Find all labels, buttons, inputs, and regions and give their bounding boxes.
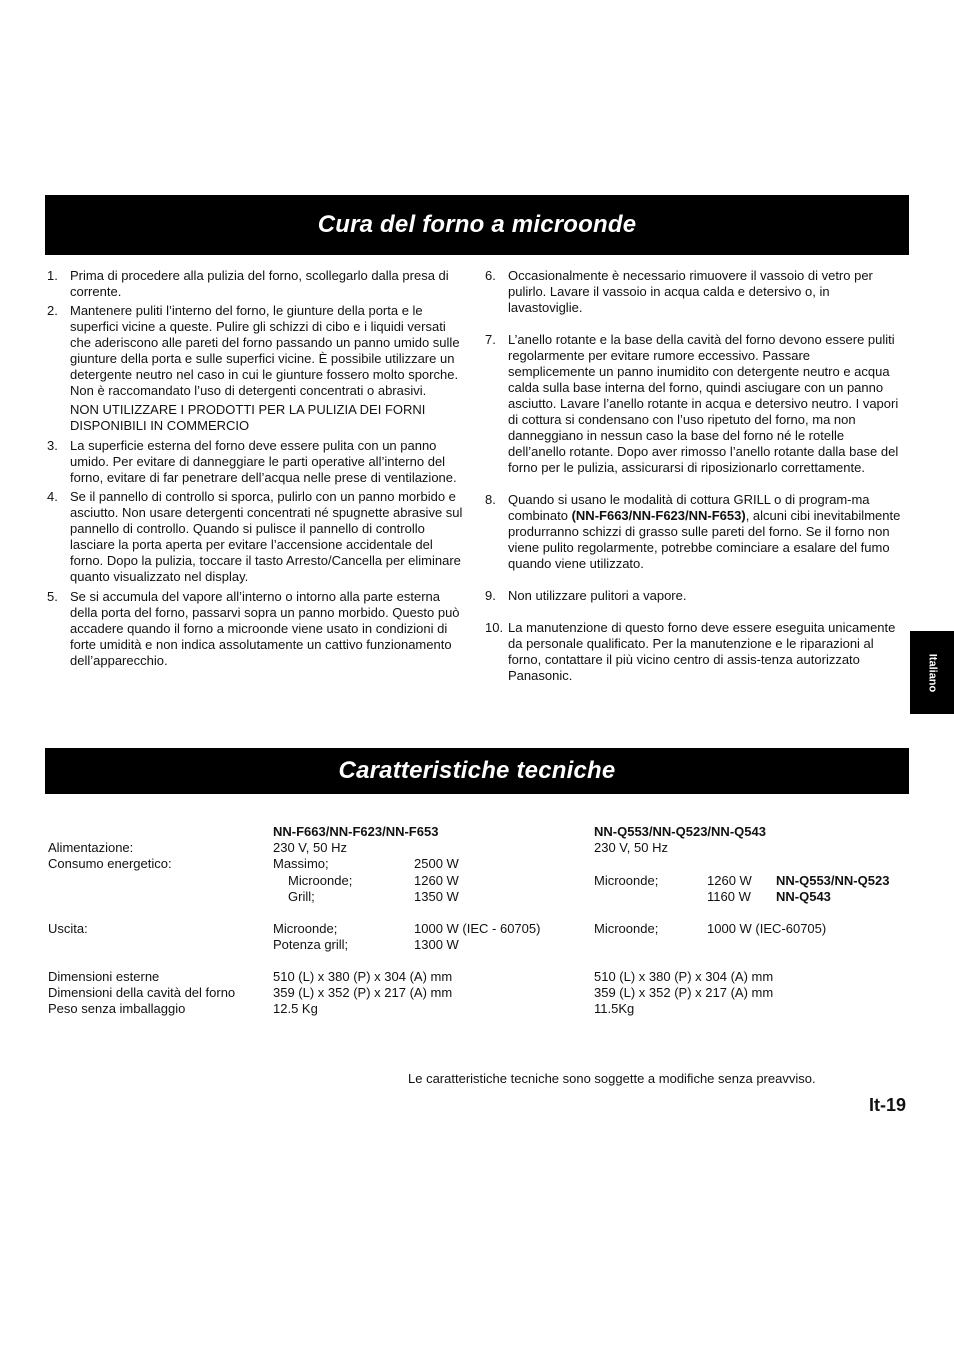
language-tab	[910, 631, 954, 714]
list-item	[485, 492, 901, 572]
model-a-out-micro-value: 1000 W (IEC - 60705)	[414, 921, 541, 936]
model-a-cavity-dim: 359 (L) x 352 (P) x 217 (A) mm	[273, 985, 453, 1000]
item-number: 1.	[47, 268, 58, 283]
item-number: 3.	[47, 438, 58, 453]
model-a-heading: NN-F663/NN-F623/NN-F653	[273, 824, 439, 839]
list-item	[485, 268, 901, 316]
model-b-cavity-dim: 359 (L) x 352 (P) x 217 (A) mm	[594, 985, 774, 1000]
model-a-power-supply: 230 V, 50 Hz	[273, 840, 347, 855]
section-banner-specs	[45, 748, 909, 794]
model-a-grill-label: Grill;	[288, 889, 315, 904]
item-text: Prima di procedere alla pulizia del forno, scollegarlo dalla presa di corrente.	[70, 268, 449, 299]
model-a-out-micro-label: Microonde;	[273, 921, 338, 936]
model-a-out-grill-value: 1300 W	[414, 937, 459, 952]
item-text: Se si accumula del vapore all’interno o intorno alla parte esterna della porta del forno, passarvi sopra un panno morbido. Questo può accadere quando il forno a microonde viene usato in condizioni di forte umidità e non indica assolutamente un cattivo funzionamento dell’apparecchio.	[70, 589, 460, 668]
item-number: 8.	[485, 492, 496, 507]
item-text: Non utilizzare pulitori a vapore.	[508, 588, 687, 603]
item-number: 4.	[47, 489, 58, 504]
specs-footnote: Le caratteristiche tecniche sono soggette a modifiche senza preavviso.	[408, 1071, 816, 1086]
model-reference: (NN-F663/NN-F623/NN-F653)	[571, 508, 746, 523]
model-b-out-micro-label: Microonde;	[594, 921, 659, 936]
spec-label-output: Uscita:	[48, 921, 88, 936]
section-title-specs: Caratteristiche tecniche	[338, 757, 616, 784]
list-item	[485, 620, 901, 684]
item-text-part: , alcuni cibi inevitabilmente produrranno schizzi di grasso sulle pareti del forno. Se il forno non viene pulito regolarmente, potrebbe cominciare a esalare del fumo quando viene utilizzato.	[508, 508, 901, 571]
item-text	[508, 492, 901, 572]
spec-label-power-supply: Alimentazione:	[48, 840, 134, 855]
item-text: La manutenzione di questo forno deve essere eseguita unicamente da personale qualificato. Per la manutenzione e le riparazioni al forno, contattare il più vicino centro di assis-tenza autorizzato Panasonic.	[508, 620, 896, 683]
model-b-micro-value-1: 1260 W	[707, 873, 752, 888]
model-a-grill-value: 1350 W	[414, 889, 459, 904]
model-a-external-dim: 510 (L) x 380 (P) x 304 (A) mm	[273, 969, 453, 984]
item-text: Mantenere puliti l’interno del forno, le giunture della porta e le superfici vicine a queste. Pulire gli schizzi di cibo e i liquidi versati che aderiscono alle pareti del forno passando un panno umido sulle giunture della porta e sulle superfici vicine. È possibile utilizzare un detergente neutro nel caso in cui le giunture fossero molto sporche. Non è raccomandato l’uso di detergenti concentrati o abrasivi.	[70, 303, 460, 398]
model-a-max-label: Massimo;	[273, 856, 329, 871]
list-item	[485, 588, 901, 604]
language-tab-label: Italiano	[925, 653, 938, 692]
warning-note: NON UTILIZZARE I PRODOTTI PER LA PULIZIA DEI FORNI DISPONIBILI IN COMMERCIO	[70, 402, 426, 433]
list-item	[47, 303, 463, 399]
care-instructions-right	[485, 268, 901, 684]
item-number: 10.	[485, 620, 504, 635]
list-item	[47, 438, 463, 486]
list-item	[47, 489, 463, 585]
model-b-external-dim: 510 (L) x 380 (P) x 304 (A) mm	[594, 969, 774, 984]
model-b-heading: NN-Q553/NN-Q523/NN-Q543	[594, 824, 766, 839]
model-a-out-grill-label: Potenza grill;	[273, 937, 349, 952]
list-item	[47, 268, 463, 300]
item-number: 7.	[485, 332, 496, 347]
spec-label-weight: Peso senza imballaggio	[48, 1001, 186, 1016]
model-b-micro-model-1: NN-Q553/NN-Q523	[776, 873, 890, 888]
model-b-power-supply: 230 V, 50 Hz	[594, 840, 668, 855]
page-number: It-19	[869, 1095, 907, 1115]
item-text: Occasionalmente è necessario rimuovere il vassoio di vetro per pulirlo. Lavare il vassoio in acqua calda e detersivo o, in lavastoviglie.	[508, 268, 873, 315]
item-number: 9.	[485, 588, 496, 603]
item-number: 5.	[47, 589, 58, 604]
model-a-max-value: 2500 W	[414, 856, 459, 871]
item-number: 6.	[485, 268, 496, 283]
model-a-weight: 12.5 Kg	[273, 1001, 318, 1016]
model-a-micro-label: Microonde;	[288, 873, 353, 888]
section-banner-care	[45, 195, 909, 255]
item-text: La superficie esterna del forno deve essere pulita con un panno umido. Per evitare di danneggiare le parti operative all’interno del forno, evitare di far penetrare dell’acqua nelle prese di ventilazione.	[70, 438, 457, 485]
spec-label-cavity-dim: Dimensioni della cavità del forno	[48, 985, 236, 1000]
item-text: L’anello rotante e la base della cavità del forno devono essere puliti regolarmente per evitare rumore eccessivo. Passare semplicemente un panno inumidito con detergente neutro e acqua calda sulla base interna del forno, quindi asciugare con un panno asciutto. Lavare l’anello rotante in acqua e detersivo neutro. I vapori di cottura si condensano con l’uso ripetuto del forno, ma non danneggiano in nessun caso la base del forno né le rotelle dell’anello rotante. Dopo aver rimosso l’anello rotante dalla base del forno per le pulizia, assicurarsi di riposizionarlo correttamente.	[508, 332, 899, 475]
model-b-out-micro-value: 1000 W (IEC-60705)	[707, 921, 827, 936]
item-text: Se il pannello di controllo si sporca, pulirlo con un panno morbido e asciutto. Non usare detergenti concentrati né spugnette abrasive sul pannello di controllo. Quando si pulisce il pannello di controllo lasciare la porta aperta per evitare l’accensione accidentale del forno. Dopo la pulizia, toccare il tasto Arresto/Cancella per eliminare quanto visualizzato nel display.	[70, 489, 463, 584]
model-b-weight: 11.5Kg	[594, 1001, 635, 1016]
model-b-micro-value-2: 1160 W	[707, 889, 751, 904]
care-instructions-left	[47, 268, 463, 669]
list-item	[485, 332, 901, 476]
item-text-part: Quando si usano le modalità di cottura GRILL o di program-ma combinato	[508, 492, 870, 523]
list-item	[47, 589, 463, 669]
spec-label-consumption: Consumo energetico:	[48, 856, 172, 871]
model-b-micro-label: Microonde;	[594, 873, 659, 888]
model-b-micro-model-2: NN-Q543	[776, 889, 831, 904]
model-a-micro-value: 1260 W	[414, 873, 459, 888]
section-title-care: Cura del forno a microonde	[317, 211, 637, 238]
spec-label-external-dim: Dimensioni esterne	[48, 969, 160, 984]
item-number: 2.	[47, 303, 58, 318]
